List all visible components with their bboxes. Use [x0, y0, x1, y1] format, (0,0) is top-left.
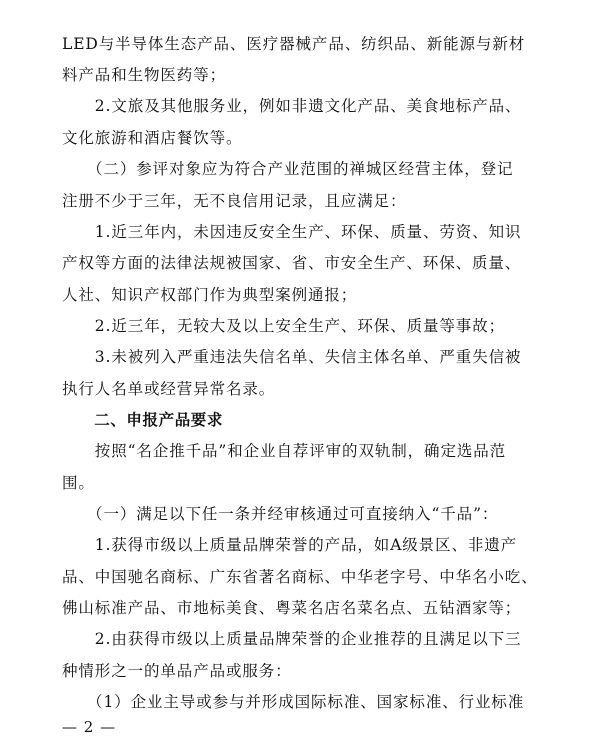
- body-line: 种情形之一的单品产品或服务：: [62, 662, 292, 680]
- body-line: 注册不少于三年，无不良信用记录，且应满足：: [62, 192, 407, 210]
- body-line: （二）参评对象应为符合产业范围的禅城区经营主体，登记: [62, 160, 514, 178]
- body-line: 文化旅游和酒店餐饮等。: [62, 129, 243, 147]
- body-line: （一）满足以下任一条并经审核通过可直接纳入“千品”：: [62, 505, 499, 523]
- body-line: 料产品和生物医药等；: [62, 66, 227, 84]
- body-line: 产权等方面的法律法规被国家、省、市安全生产、环保、质量、: [62, 254, 522, 272]
- body-line: 按照“名企推千品”和企业自荐评审的双轨制，确定选品范: [62, 442, 507, 460]
- body-line: 人社、知识产权部门作为典型案例通报；: [62, 286, 358, 304]
- body-line: 2.文旅及其他服务业，例如非遗文化产品、美食地标产品、: [62, 97, 522, 115]
- body-line: LED与半导体生态产品、医疗器械产品、纺织品、新能源与新材: [62, 35, 526, 53]
- body-line: 2.由获得市级以上质量品牌荣誉的企业推荐的且满足以下三: [62, 630, 522, 648]
- body-line: 2.近三年，无较大及以上安全生产、环保、质量等事故；: [62, 317, 505, 335]
- body-line: （1）企业主导或参与并形成国际标准、国家标准、行业标准: [62, 693, 525, 711]
- body-line: 1.近三年内，未因违反安全生产、环保、质量、劳资、知识: [62, 223, 522, 241]
- page-number: — 2 —: [62, 718, 117, 736]
- body-line: 1.获得市级以上质量品牌荣誉的产品，如A级景区、非遗产: [62, 536, 518, 554]
- body-line: 品、中国驰名商标、广东省著名商标、中华老字号、中华名小吃、: [62, 568, 538, 586]
- body-line: 佛山标准产品、市地标美食、粤菜名店名菜名点、五钻酒家等；: [62, 599, 522, 617]
- body-line: 围。: [62, 474, 95, 492]
- body-line: 执行人名单或经营异常名录。: [62, 380, 276, 398]
- section-heading: 二、申报产品要求: [62, 411, 224, 429]
- body-line: 3.未被列入严重违法失信名单、失信主体名单、严重失信被: [62, 348, 522, 366]
